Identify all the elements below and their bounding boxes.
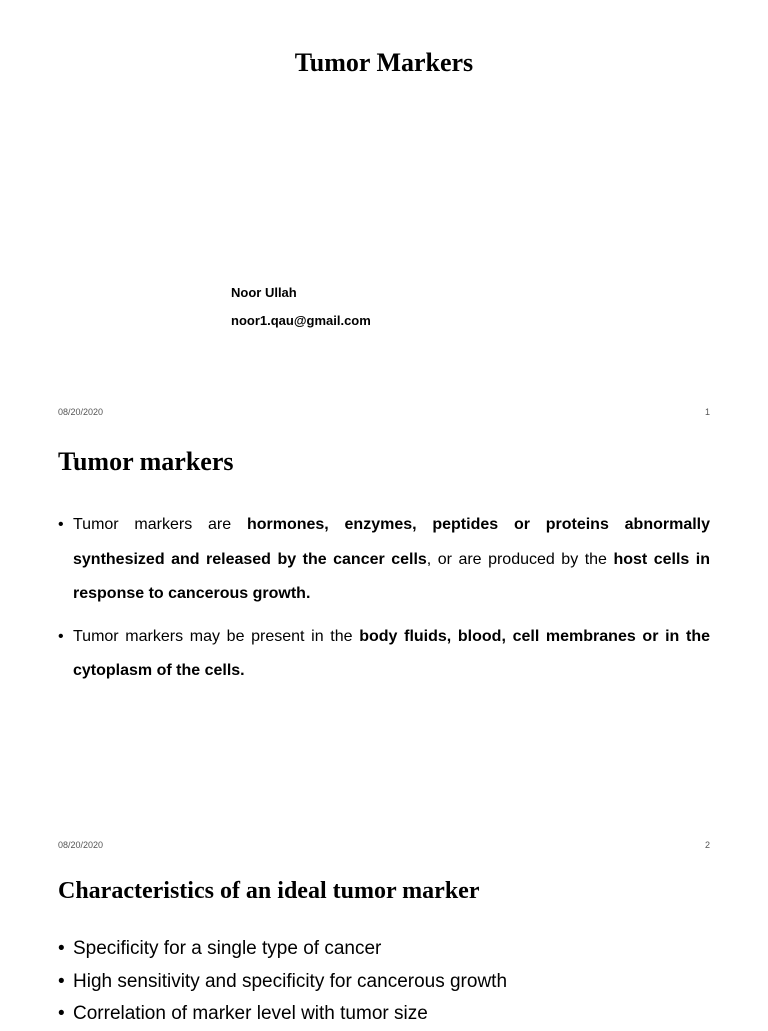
author-info [231, 279, 371, 335]
slide-1-page-number: 1 [704, 407, 710, 417]
bullet-dot-icon: • [58, 627, 64, 645]
slide-1 [0, 0, 768, 430]
list-item: • Specificity for a single type of cancer [58, 933, 710, 966]
slide-2-bullet-list [58, 508, 710, 689]
list-item: • Tumor markers are hormones, enzymes, peptides or proteins abnormally synthesized and released by the cancer cells, or are produced by the host cells in response to cancerous growth. [58, 508, 710, 612]
slide-3-bullet-list [58, 933, 710, 1031]
author-email: noor1.qau@gmail.com [231, 313, 371, 328]
slide-2 [0, 430, 768, 860]
slide-3-title: Characteristics of an ideal tumor marker [58, 878, 480, 904]
slide-1-date: 08/20/2020 [58, 407, 104, 417]
list-item: • Tumor markers may be present in the body fluids, blood, cell membranes or in the cytoplasm of the cells. [58, 620, 710, 689]
slide-2-date: 08/20/2020 [58, 840, 104, 850]
slide-2-title: Tumor markers [58, 447, 234, 476]
bullet-dot-icon: • [58, 516, 64, 533]
slide-2-page-number: 2 [704, 840, 710, 850]
slide-3 [0, 860, 768, 1024]
bullet-dot-icon: • [58, 1003, 65, 1024]
author-name: Noor Ullah [231, 285, 297, 300]
list-item: • Correlation of marker level with tumor size [58, 998, 710, 1031]
bullet-dot-icon: • [58, 970, 65, 992]
list-item: • High sensitivity and specificity for cancerous growth [58, 966, 710, 999]
slide-1-title: Tumor Markers [294, 48, 474, 77]
bullet-dot-icon: • [58, 938, 65, 959]
